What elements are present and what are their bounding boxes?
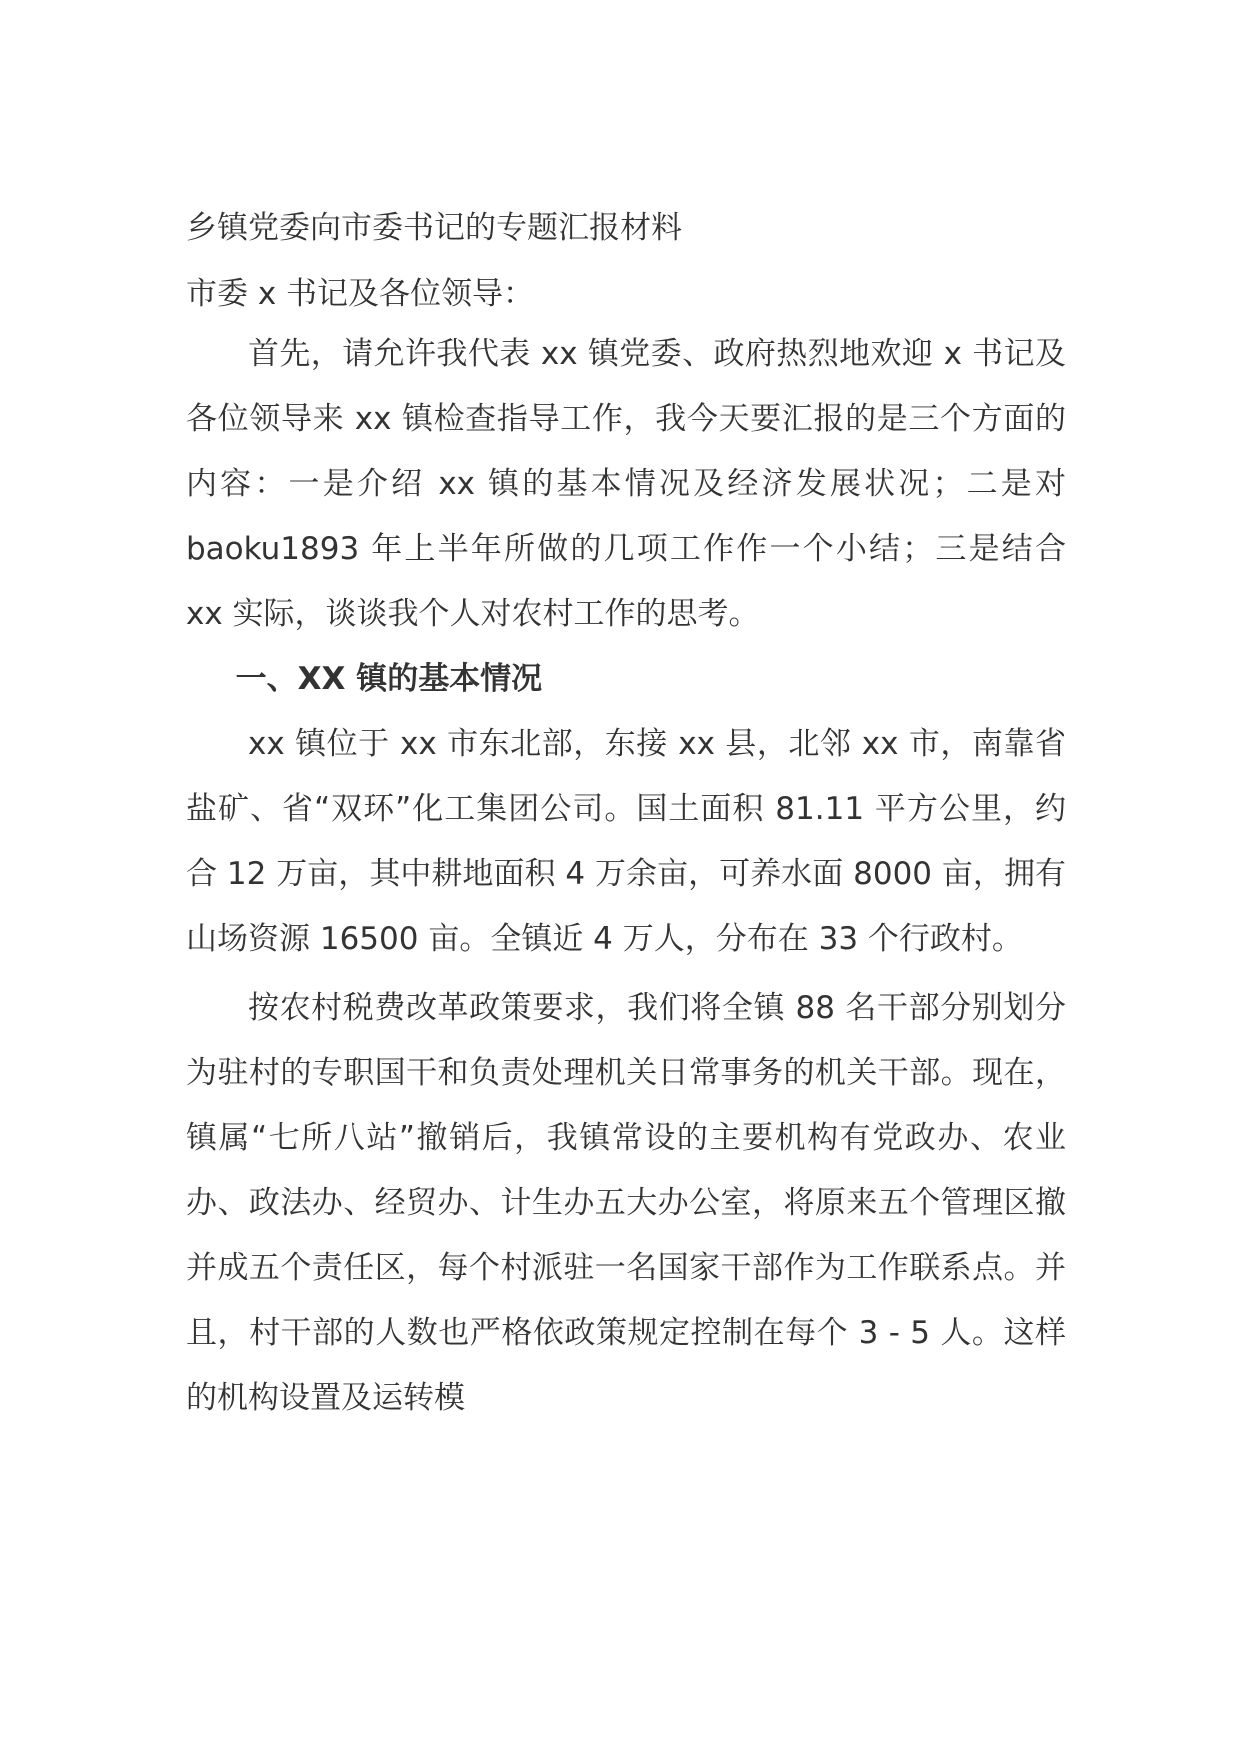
paragraph-intro: 首先，请允许我代表 xx 镇党委、政府热烈地欢迎 x 书记及各位领导来 xx 镇检查指导工作，我今天要汇报的是三个方面的内容：一是介绍 xx 镇的基本情况及经济发展状况；二是对 baoku1893 年上半年所做的几项工作作一个小结；三是结合 xx 实际，谈谈我个人对农村工作的思考。	[186, 336, 1066, 632]
document-title: 乡镇党委向市委书记的专题汇报材料	[186, 210, 682, 246]
section-heading: 一、XX 镇的基本情况	[235, 661, 543, 697]
document-body	[186, 206, 1066, 1431]
paragraph-location: xx 镇位于 xx 市东北部，东接 xx 县，北邻 xx 市，南靠省盐矿、省“双环”化工集团公司。国土面积 81.11 平方公里，约合 12 万亩，其中耕地面积 4 万余亩，可养水面 8000 亩，拥有山场资源 16500 亩。全镇近 4 万人，分布在 33 个行政村。	[186, 726, 1066, 957]
salutation: 市委 x 书记及各位领导：	[186, 276, 535, 312]
paragraph-organization: 按农村税费改革政策要求，我们将全镇 88 名干部分别划分为驻村的专职国干和负责处理机关日常事务的机关干部。现在，镇属“七所八站”撤销后，我镇常设的主要机构有党政办、农业办、政法办、经贸办、计生办五大办公室，将原来五个管理区撤并成五个责任区，每个村派驻一名国家干部作为工作联系点。并且，村干部的人数也严格依政策规定控制在每个 3 - 5 人。这样的机构设置及运转模	[186, 990, 1066, 1416]
